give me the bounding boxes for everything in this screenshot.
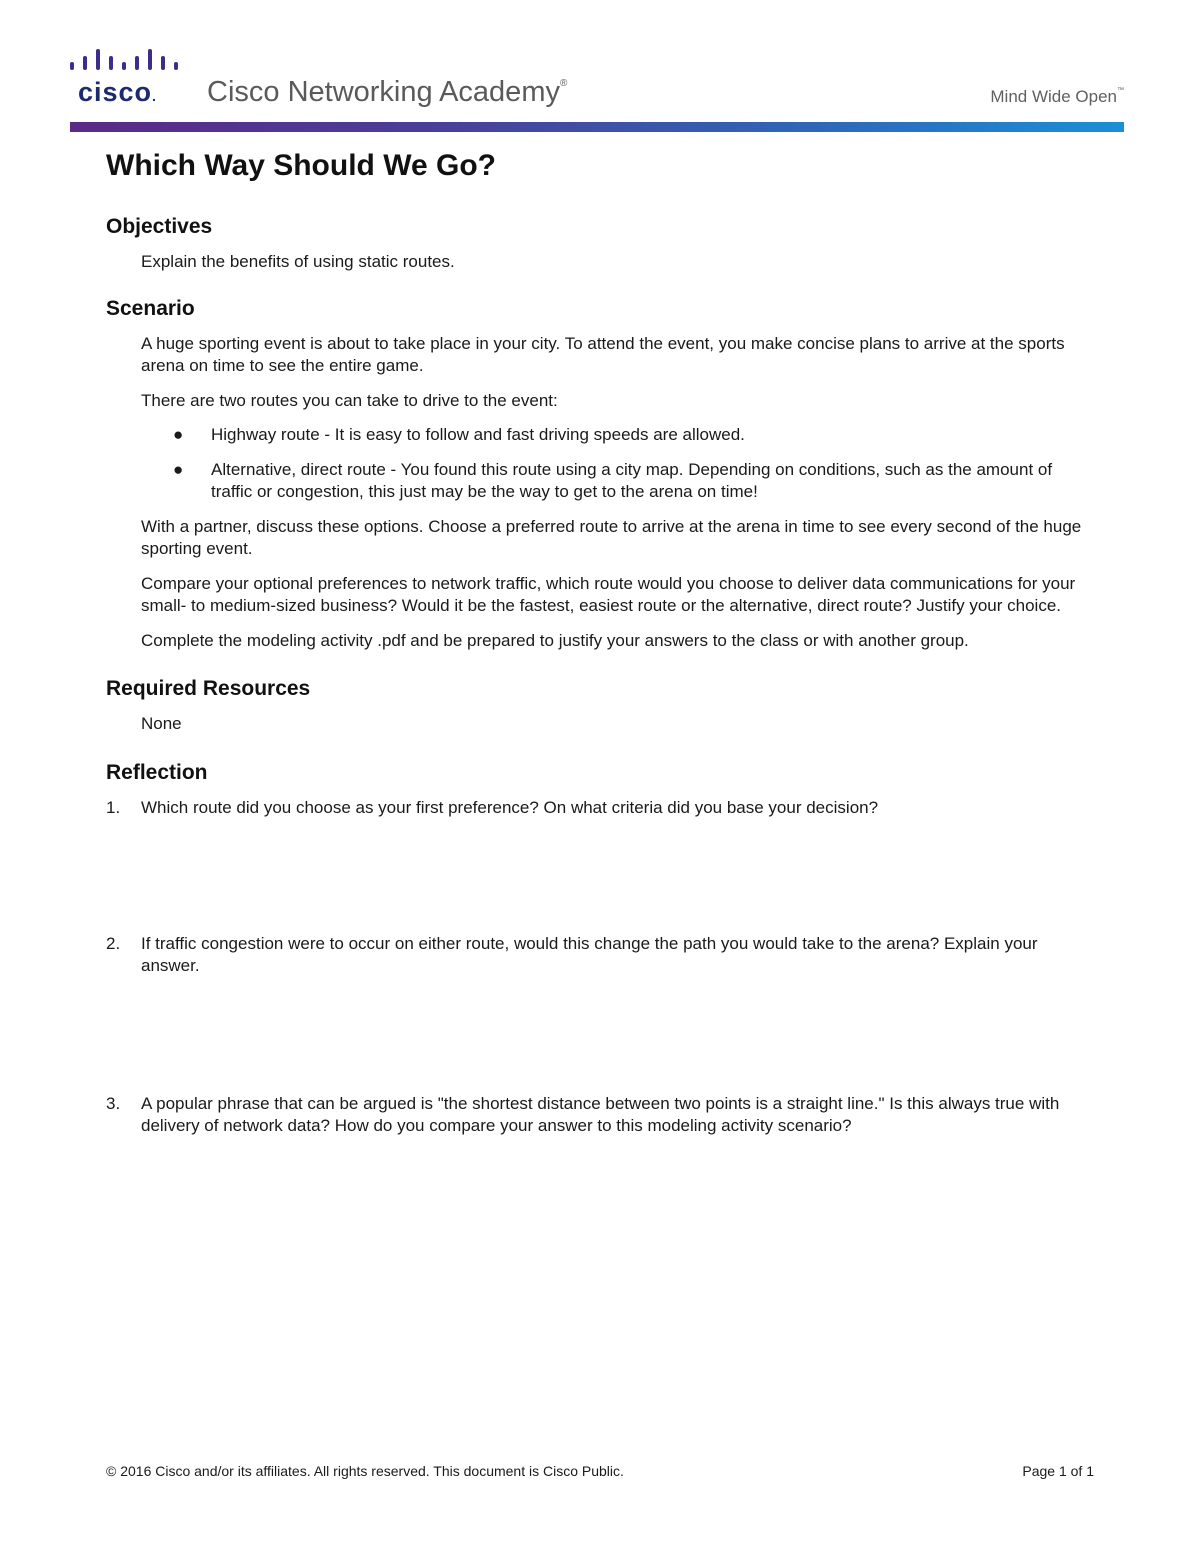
page-header <box>0 0 1200 140</box>
list-item <box>106 1093 1096 1138</box>
page-title: Which Way Should We Go? <box>106 149 496 182</box>
list-item <box>141 424 1096 447</box>
scenario-paragraph: There are two routes you can take to drive to the event: <box>141 390 558 410</box>
bullet-icon: ● <box>173 459 184 479</box>
reflection-questions <box>106 797 1096 1138</box>
question-text: A popular phrase that can be argued is "the shortest distance between two points is a straight line." Is this always true with delivery of network data? How do you compare your answer to this modeling activity scenario? <box>141 1093 1060 1135</box>
academy-title: Cisco Networking Academy® <box>207 76 568 108</box>
objectives-text: Explain the benefits of using static routes. <box>141 252 455 271</box>
question-text: Which route did you choose as your first preference? On what criteria did you base your decision? <box>141 797 879 817</box>
copyright-text: © 2016 Cisco and/or its affiliates. All rights reserved. This document is Cisco Public. <box>106 1463 624 1479</box>
resources-heading: Required Resources <box>106 677 311 700</box>
header-gradient-bar <box>70 122 1124 132</box>
question-number: 3. <box>106 1093 121 1113</box>
cisco-bridge-logo-icon <box>70 46 180 76</box>
question-text: If traffic congestion were to occur on either route, would this change the path you would take to the arena? Explain your answer. <box>141 933 1038 975</box>
document-body <box>106 148 1096 1138</box>
route-options-list <box>141 424 1096 504</box>
list-item <box>141 459 1096 504</box>
scenario-paragraph: A huge sporting event is about to take place in your city. To attend the event, you make concise plans to arrive at the sports arena on time to see the entire game. <box>141 333 1065 375</box>
question-number: 2. <box>106 933 121 953</box>
scenario-paragraph: Complete the modeling activity .pdf and be prepared to justify your answers to the class or with another group. <box>141 630 969 650</box>
scenario-paragraph: Compare your optional preferences to network traffic, which route would you choose to deliver data communications for your small- to medium-sized business? Would it be the fastest, easiest route or the alternative, direct route? Justify your choice. <box>141 573 1076 615</box>
scenario-paragraph: With a partner, discuss these options. Choose a preferred route to arrive at the arena in time to see every second of the huge sporting event. <box>141 516 1082 558</box>
scenario-heading: Scenario <box>106 296 195 320</box>
bullet-icon: ● <box>173 425 184 444</box>
tagline: Mind Wide Open™ <box>990 87 1124 106</box>
list-item-text: Highway route - It is easy to follow and fast driving speeds are allowed. <box>211 425 745 444</box>
question-number: 1. <box>106 797 121 817</box>
cisco-wordmark: cisco. <box>78 77 157 107</box>
reflection-heading: Reflection <box>106 760 208 784</box>
objectives-heading: Objectives <box>106 215 213 238</box>
resources-text: None <box>141 714 182 733</box>
list-item <box>106 797 1096 911</box>
list-item <box>106 933 1096 1093</box>
list-item-text: Alternative, direct route - You found this route using a city map. Depending on conditions, such as the amount of traffic or congestion, this just may be the way to get to the arena on time! <box>211 459 1053 501</box>
page-number: Page 1 of 1 <box>1022 1463 1094 1479</box>
